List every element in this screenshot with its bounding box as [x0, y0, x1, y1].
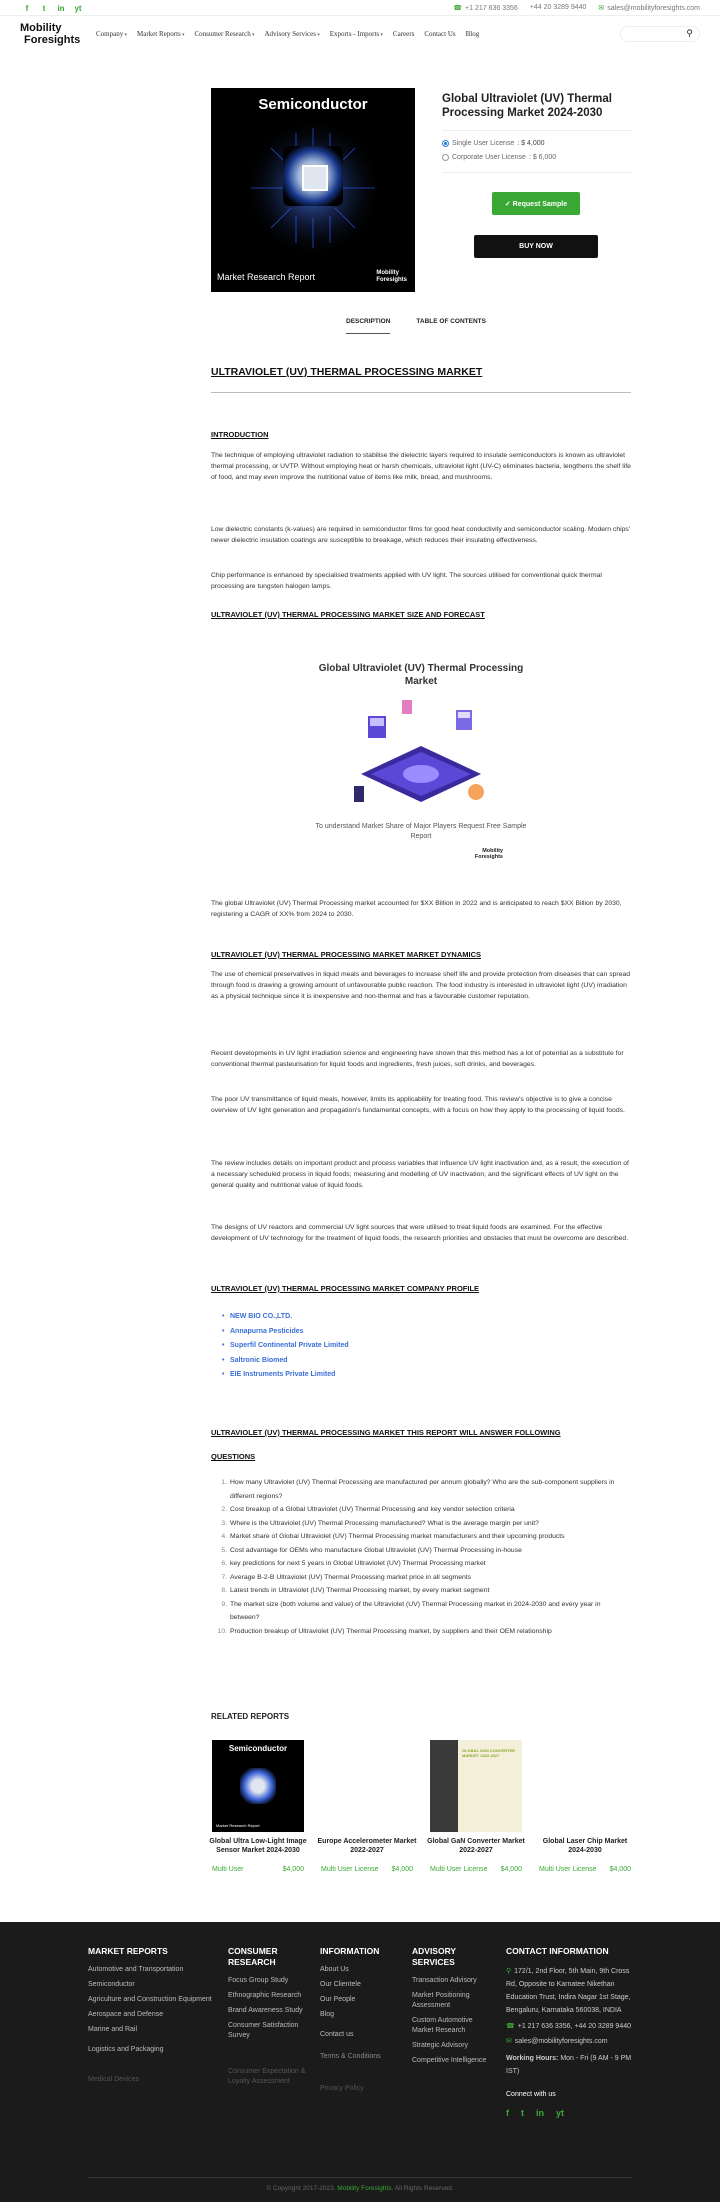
footer-link[interactable]: Contact us	[320, 2031, 354, 2038]
list-item	[211, 1530, 631, 1544]
dynamics-paragraph-3: The poor UV transmittance of liquid meals, however, limits its applicability for treating food. This review's objective is to give a concise overview of UV light generation and propagation's fundamental concepts, with a focus on how they apply to the processing of liquid foods.	[211, 1096, 625, 1114]
report-name[interactable]: Global Ultra Low-Light Image Sensor Market 2024-2030	[209, 1838, 307, 1854]
footer-link[interactable]: Consumer Satisfaction Survey	[228, 2022, 299, 2039]
list-item	[211, 1625, 631, 1639]
footer-link[interactable]: Ethnographic Research	[228, 1992, 302, 1999]
footer-link[interactable]: Blog	[320, 2011, 335, 2018]
product-title: Global Ultraviolet (UV) Thermal Processing Market 2024-2030	[442, 93, 612, 119]
list-item	[211, 1476, 631, 1503]
nav-contact[interactable]: Contact Us	[424, 30, 456, 38]
question-text: key predictions for next 5 years in Global Ultraviolet (UV) Thermal Processing market	[230, 1560, 486, 1567]
footer-link[interactable]: Medical Devices	[88, 2076, 139, 2083]
footer-link[interactable]: Privacy Policy	[320, 2085, 364, 2092]
footer-link[interactable]: About Us	[320, 1966, 349, 1973]
company-list	[211, 1310, 631, 1383]
question-text: Cost breakup of a Global Ultraviolet (UV) Thermal Processing and key vendor selection criteria	[230, 1506, 515, 1513]
item-number: 2.	[221, 1506, 227, 1513]
product-tabs	[346, 318, 486, 334]
nav-blog[interactable]: Blog	[465, 30, 480, 38]
dynamics-paragraph-5: The designs of UV reactors and commercial UV light sources that were utilised to treat liquid foods are examined. For the effective development of UV technology for the treatment of liquid foods, the research priorities and obstacles that must be overcome are described.	[211, 1224, 629, 1242]
size-heading: ULTRAVIOLET (UV) THERMAL PROCESSING MARKET SIZE AND FORECAST	[211, 610, 485, 619]
item-number: 4.	[221, 1533, 227, 1540]
footer-heading: ADVISORY SERVICES	[412, 1946, 456, 1967]
phone-number: +1 217 636 3356	[465, 5, 518, 12]
question-text: Latest trends in Ultraviolet (UV) Thermal Processing market, by every market segment	[230, 1587, 490, 1594]
report-price: $4,000	[391, 1866, 413, 1873]
footer-link[interactable]: Semiconductor	[88, 1981, 135, 1988]
dynamics-paragraph-2: Recent developments in UV light irradiation science and engineering have shown that this method has a lot of potential as a substitute for conventional thermal pasteurisation for liquid foods and ingredients, fresh juices, soft drinks, and beverages.	[211, 1050, 624, 1068]
footer-link[interactable]: Agriculture and Construction Equipment	[88, 1996, 212, 2003]
footer-market-reports	[88, 1946, 218, 2090]
footer-social	[506, 2108, 636, 2118]
footer-link[interactable]: Market Positioning Assessment	[412, 1992, 470, 2009]
twitter-icon[interactable]: t	[521, 2108, 524, 2118]
footer-link[interactable]: Logistics and Packaging	[88, 2046, 164, 2053]
logo-line-2: Foresights	[24, 34, 81, 46]
dynamics-paragraph-1: The use of chemical preservatives in liquid meals and beverages to increase shelf life and provide protection from diseases that can spread through food is drawing a growing amount of unfavourable public reaction. The food industry is interested in ultraviolet light (UV) irradiation as a physical technique since it is inexpensive and non-thermal and has a favourable customer reputation.	[211, 971, 630, 1000]
footer-link[interactable]: Terms & Conditions	[320, 2053, 381, 2060]
company-link[interactable]: • EIE Instruments Private Limited	[211, 1368, 631, 1383]
image-logo-line-1: Mobility	[376, 270, 399, 276]
report-description	[211, 366, 631, 1635]
report-price-row	[426, 1865, 526, 1875]
divider	[442, 172, 632, 173]
copyright	[0, 2185, 720, 2192]
connect-label: Connect with us	[506, 2091, 556, 2098]
company-link[interactable]: • Saltronic Biomed	[211, 1354, 631, 1369]
product-image	[211, 88, 415, 292]
footer-link[interactable]: Our People	[320, 1996, 356, 2003]
company-link[interactable]: • NEW BIO CO.,LTD.	[211, 1310, 631, 1325]
divider	[442, 130, 632, 131]
footer-link[interactable]: Strategic Advisory	[412, 2042, 469, 2049]
related-report-card[interactable]	[317, 1740, 417, 1875]
nav-menu	[96, 30, 479, 38]
company-link[interactable]: • Annapurna Pesticides	[211, 1325, 631, 1340]
figure-logo-line-2: Foresights	[474, 854, 503, 860]
list-item	[211, 1517, 631, 1531]
twitter-icon[interactable]: t	[42, 3, 46, 13]
tab-table-of-contents[interactable]: TABLE OF CONTENTS	[416, 318, 486, 325]
item-number: 6.	[221, 1560, 227, 1567]
figure-caption[interactable]: To understand Market Share of Major Players Request Free Sample Report	[315, 823, 527, 840]
image-logo-line-2: Foresights	[376, 277, 407, 283]
top-email[interactable]	[598, 4, 700, 12]
nav-market-reports[interactable]: Market Reports ▾	[137, 30, 185, 38]
item-number: 9.	[221, 1600, 227, 1608]
nav-advisory-services[interactable]: Advisory Services ▾	[264, 30, 319, 38]
footer-link[interactable]: Consumer Expectation & Loyalty Assessment	[228, 2068, 306, 2085]
intro-paragraph-2: Low dielectric constants (k-values) are required in semiconductor films for good heat conductivity and semiconductor scaling. Modern chips' newer dielectric insulation coatings are susceptible to breakage, which reduces their insulating effectiveness.	[211, 526, 631, 544]
phone-text: +1 217 636 3356, +44 20 3289 9440	[517, 2023, 632, 2030]
dynamics-heading: ULTRAVIOLET (UV) THERMAL PROCESSING MARKET MARKET DYNAMICS	[211, 950, 481, 959]
footer-link[interactable]: Brand Awareness Study	[228, 2007, 303, 2014]
nav-exports-imports[interactable]: Exports - Imports ▾	[330, 30, 383, 38]
footer-link[interactable]: Automotive and Transportation	[88, 1966, 184, 1973]
mail-icon: ✉	[506, 2038, 512, 2045]
company-profile-heading: ULTRAVIOLET (UV) THERMAL PROCESSING MARKET COMPANY PROFILE	[211, 1284, 480, 1293]
address-text: 172/1, 2nd Floor, 5th Main, 9th Cross Rd, Opposite to Karnatee Nikethan Education Trust, Indira Nagar 1st Stage, Bengaluru, Karnataka 560038, INDIA	[506, 1968, 631, 2014]
top-contact	[453, 4, 700, 12]
page-title: ULTRAVIOLET (UV) THERMAL PROCESSING MARKET	[211, 366, 483, 378]
report-name[interactable]: Europe Accelerometer Market 2022-2027	[317, 1838, 417, 1854]
footer-advisory	[412, 1946, 492, 2071]
phone-icon: ☎	[506, 2023, 515, 2030]
product-image-logo	[376, 270, 407, 284]
product-image-caption: Market Research Report	[217, 272, 316, 282]
item-number: 5.	[221, 1546, 227, 1554]
footer-link[interactable]: Custom Automotive Market Research	[412, 2017, 473, 2034]
report-thumbnail[interactable]	[430, 1740, 522, 1832]
buy-now-button[interactable]: BUY NOW	[474, 235, 598, 258]
search-input[interactable]	[620, 26, 700, 42]
chip-icon	[283, 146, 343, 206]
list-item	[211, 1584, 631, 1598]
report-price: $4,000	[500, 1866, 522, 1873]
related-report-card[interactable]	[426, 1740, 526, 1875]
item-number: 10.	[217, 1627, 227, 1635]
nav-consumer-research[interactable]: Consumer Research ▾	[195, 30, 255, 38]
report-name[interactable]: Global Laser Chip Market 2024-2030	[542, 1838, 628, 1854]
title-divider	[211, 392, 631, 393]
report-thumbnail[interactable]	[539, 1740, 631, 1832]
site-logo[interactable]	[20, 22, 90, 46]
isometric-dashboard-illustration	[346, 696, 496, 816]
request-sample-button[interactable]: ✓ Request Sample	[492, 192, 580, 215]
footer-heading: MARKET REPORTS	[88, 1946, 168, 1956]
question-text: Cost advantage for OEMs who manufacture Global Ultraviolet (UV) Thermal Processing in-house	[230, 1546, 522, 1554]
question-text: Where is the Ultraviolet (UV) Thermal Processing manufactured? What is the average margin per unit?	[230, 1519, 539, 1527]
report-price: $4,000	[282, 1866, 304, 1873]
search-icon[interactable]: ⚲	[686, 28, 693, 38]
related-report-card[interactable]	[208, 1740, 308, 1875]
product-image-title: Semiconductor	[258, 96, 368, 113]
footer-heading: INFORMATION	[320, 1946, 380, 1956]
top-phone-2[interactable]: +44 20 3289 9440	[529, 4, 587, 11]
footer-email[interactable]	[506, 2037, 636, 2047]
questions-list	[211, 1476, 631, 1638]
hours-text: Mon - Fri (9 AM - 9 PM IST)	[506, 2055, 632, 2075]
linkedin-icon[interactable]: in	[57, 3, 65, 13]
license-corporate-price: : $ 6,000	[528, 154, 557, 161]
copyright-prefix: © Copyright 2017-2023,	[266, 2185, 338, 2192]
mail-icon: ✉	[598, 5, 605, 12]
footer-consumer-research	[228, 1946, 308, 2092]
question-text: Market share of Global Ultraviolet (UV) Thermal Processing market manufacturers and their upcoming products	[230, 1533, 565, 1540]
market-figure	[311, 662, 531, 876]
copyright-brand[interactable]: Mobility Foresights	[337, 2185, 392, 2192]
site-footer	[0, 1922, 720, 2202]
footer-link[interactable]: Our Clientele	[320, 1981, 361, 1988]
dashboard-art	[346, 696, 496, 816]
list-item	[211, 1503, 631, 1517]
chip-icon	[240, 1768, 276, 1804]
report-price-row	[535, 1865, 635, 1875]
item-number: 3.	[221, 1519, 227, 1527]
list-item	[211, 1571, 631, 1585]
report-price-row	[317, 1865, 417, 1875]
item-number: 1.	[221, 1479, 227, 1486]
question-text: The market size (both volume and value) of the Ultraviolet (UV) Thermal Processing market in 2024-2030 and every year in between?	[230, 1600, 601, 1621]
hours-label: Working Hours:	[506, 2055, 559, 2062]
youtube-icon[interactable]: yt	[74, 3, 82, 13]
location-icon: ⚲	[506, 1968, 512, 1975]
figure-logo-line-1: Mobility	[482, 848, 503, 854]
footer-divider	[88, 2177, 632, 2178]
thumb-side-band	[430, 1740, 458, 1832]
size-paragraph: The global Ultraviolet (UV) Thermal Processing market accounted for $XX Billion in 2022 and is anticipated to reach $XX Billion by 2030, registering a CAGR of XX% from 2024 to 2030.	[211, 900, 622, 918]
report-price-row	[208, 1865, 308, 1875]
email-text: sales@mobilityforesights.com	[514, 2038, 608, 2045]
facebook-icon[interactable]: f	[506, 2108, 509, 2118]
footer-link[interactable]: Focus Group Study	[228, 1977, 289, 1984]
license-corporate-label: Corporate User License	[452, 154, 526, 161]
nav-careers[interactable]: Careers	[392, 30, 415, 38]
footer-phone[interactable]	[506, 2022, 636, 2032]
thumb-title: Semiconductor	[228, 1744, 288, 1753]
list-item	[211, 1544, 631, 1558]
question-text: Production breakup of Ultraviolet (UV) Thermal Processing market, by suppliers and their OEM relationship	[230, 1627, 552, 1635]
list-item	[211, 1598, 631, 1625]
intro-paragraph-1: The technique of employing ultraviolet radiation to stabilise the dielectric layers required to insulate semiconductors is known as ultraviolet thermal processing, or UVTP. Without employing heat or harsh chemicals, ultraviolet light (UV-C) eliminates bacteria, lengthens the shelf life of food, and may even improve the nutritional value of items like milk, bread, and mushrooms.	[211, 452, 631, 481]
license-single[interactable]	[442, 140, 545, 147]
top-phone[interactable]	[453, 4, 517, 12]
license-single-label: Single User License	[452, 140, 515, 147]
license-type: Multi User	[212, 1866, 244, 1873]
report-thumbnail[interactable]	[321, 1740, 413, 1832]
related-reports-heading: RELATED REPORTS	[211, 1712, 290, 1721]
questions-heading: ULTRAVIOLET (UV) THERMAL PROCESSING MARKET THIS REPORT WILL ANSWER FOLLOWING	[211, 1428, 561, 1437]
report-name[interactable]: Global GaN Converter Market 2022-2027	[427, 1838, 525, 1854]
questions-heading-2: QUESTIONS	[211, 1452, 256, 1461]
copyright-suffix: . All Rights Reserved.	[391, 2185, 454, 2192]
intro-paragraph-3: Chip performance is enhanced by specialised treatments applied with UV light. The sources utilised for conventional quick thermal processing are tungsten halogen lamps.	[211, 572, 602, 590]
footer-link[interactable]: Marine and Rail	[88, 2026, 138, 2033]
figure-logo	[311, 848, 531, 860]
top-bar	[0, 0, 720, 16]
item-number: 7.	[221, 1573, 227, 1581]
phone-icon: ☎	[453, 5, 463, 12]
license-single-price: : $ 4,000	[517, 140, 545, 147]
footer-address	[506, 1965, 636, 2017]
thumb-caption: Market Research Report	[216, 1823, 260, 1828]
linkedin-icon[interactable]: in	[536, 2108, 544, 2118]
footer-heading: CONSUMER RESEARCH	[228, 1946, 278, 1967]
footer-hours	[506, 2052, 636, 2078]
dynamics-paragraph-4: The review includes details on important product and process variables that influence UV light inactivation and, as a result, the execution of a necessary scheduled process in liquid foods; measuring and modelling of UV inactivation; and the significant effects of UV light on the general quality and nutritional value of liquid foods.	[211, 1160, 629, 1189]
email-address: sales@mobilityforesights.com	[607, 5, 700, 12]
company-link[interactable]: • Superfil Continental Private Limited	[211, 1339, 631, 1354]
footer-information	[320, 1946, 400, 2099]
license-type: Multi User License	[430, 1866, 488, 1873]
footer-contact	[506, 1946, 636, 2118]
question-text: How many Ultraviolet (UV) Thermal Processing are manufactured per annum globally? Who are the sub-component suppliers in different regions?	[230, 1479, 615, 1500]
related-report-card[interactable]	[535, 1740, 635, 1875]
intro-heading: INTRODUCTION	[211, 430, 269, 439]
list-item	[211, 1557, 631, 1571]
main-nav	[0, 20, 720, 50]
license-type: Multi User License	[539, 1866, 597, 1873]
nav-company[interactable]: Company ▾	[96, 30, 127, 38]
tab-description[interactable]: DESCRIPTION	[346, 318, 390, 334]
footer-link[interactable]: Competitive Intelligence	[412, 2057, 487, 2064]
facebook-icon[interactable]: f	[25, 3, 29, 13]
footer-link[interactable]: Transaction Advisory	[412, 1977, 477, 1984]
report-thumbnail[interactable]	[212, 1740, 304, 1832]
item-number: 8.	[221, 1587, 227, 1594]
thumb-title: GLOBAL GAN CONVERTER MARKET 2022-2027	[462, 1748, 516, 1758]
question-text: Average B-2-B Ultraviolet (UV) Thermal Processing market price in all segments	[230, 1573, 472, 1581]
footer-heading: CONTACT INFORMATION	[506, 1946, 609, 1956]
youtube-icon[interactable]: yt	[556, 2108, 565, 2118]
logo-line-1: Mobility	[20, 22, 62, 34]
radio-unselected[interactable]	[442, 154, 449, 161]
license-corporate[interactable]	[442, 154, 556, 161]
report-price: $4,000	[609, 1866, 631, 1873]
social-links	[22, 3, 83, 13]
figure-title: Global Ultraviolet (UV) Thermal Processing Market	[318, 663, 524, 687]
footer-link[interactable]: Aerospace and Defense	[88, 2011, 164, 2018]
license-type: Multi User License	[321, 1866, 379, 1873]
radio-selected[interactable]	[442, 140, 449, 147]
